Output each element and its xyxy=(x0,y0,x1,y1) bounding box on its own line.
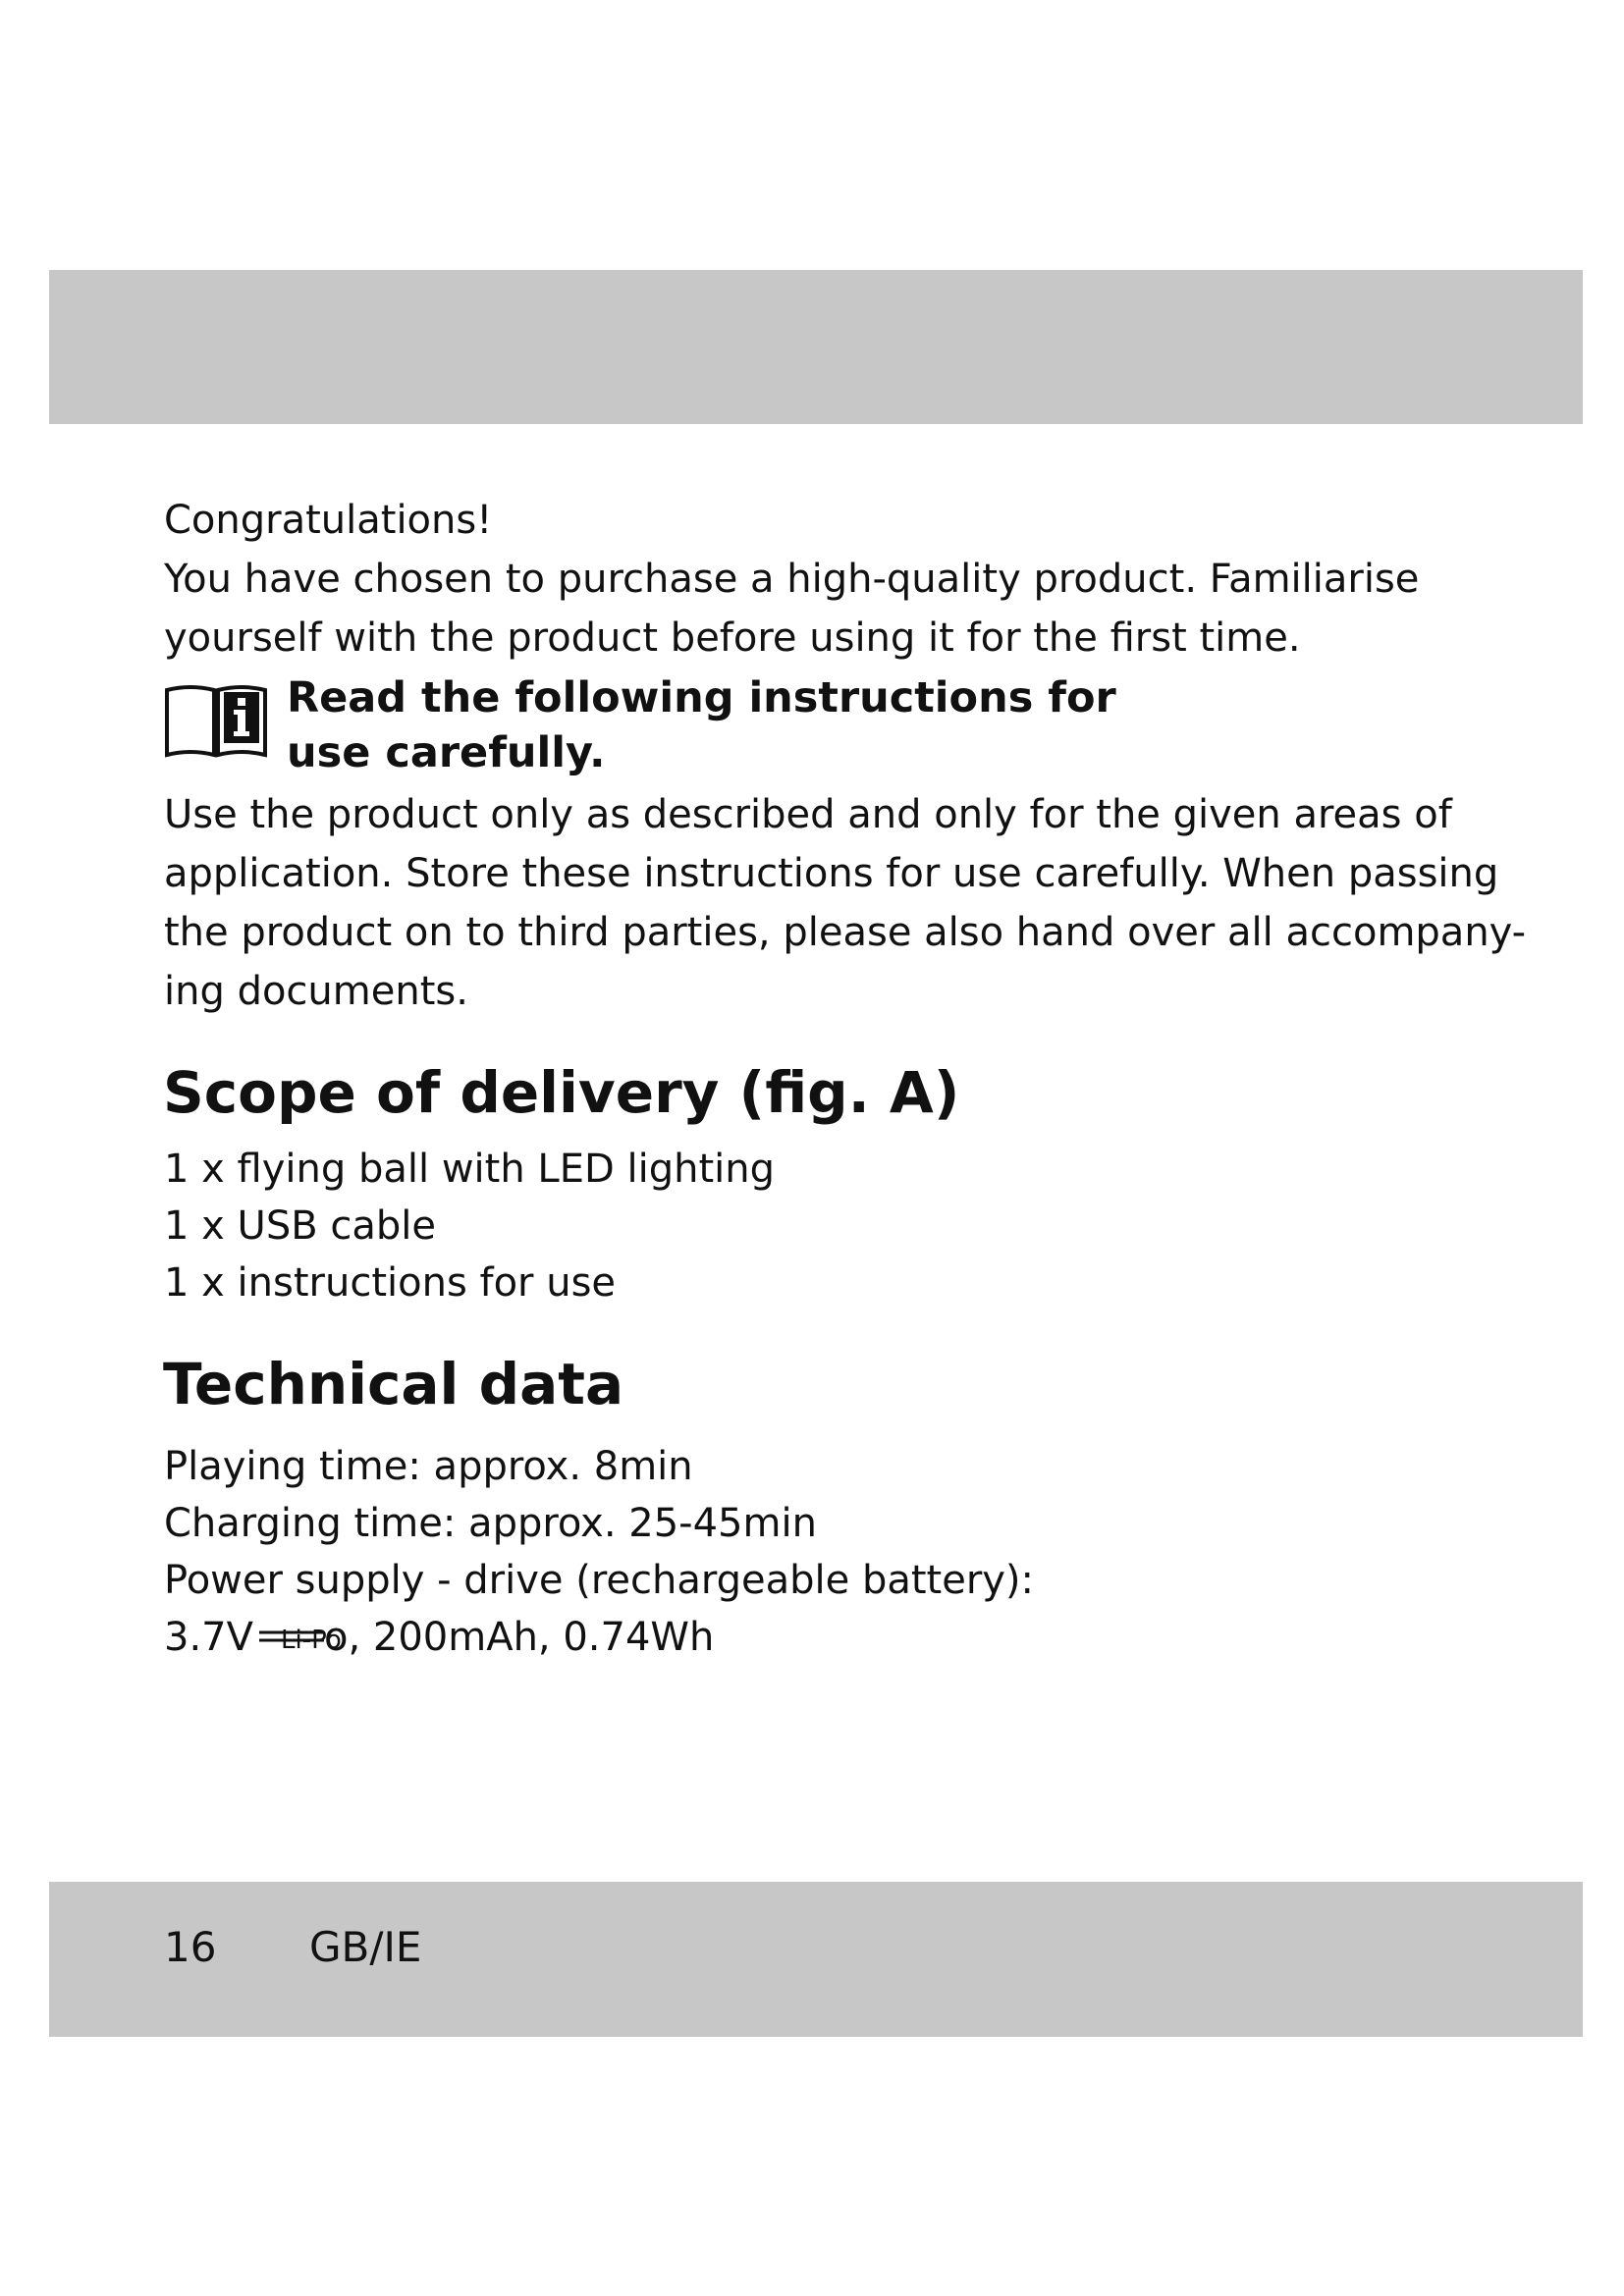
usage-line: application. Store these instructions for use carefully. When passing xyxy=(164,851,1499,896)
scope-item: 1 x USB cable xyxy=(164,1203,436,1249)
page-footer xyxy=(164,1918,421,1977)
notice-text xyxy=(287,670,1116,780)
scope-item: 1 x instructions for use xyxy=(164,1260,617,1306)
page-number: 16 xyxy=(164,1923,217,1971)
charging-time: Charging time: approx. 25-45min xyxy=(164,1501,817,1546)
usage-line: the product on to third parties, please also hand over all accompany- xyxy=(164,910,1527,955)
dc-lipo-symbol-icon xyxy=(259,1619,342,1655)
battery-symbol-text: Li-Po xyxy=(280,1626,342,1655)
region-label: GB/IE xyxy=(309,1923,422,1971)
battery-rest: o, 200mAh, 0.74Wh xyxy=(323,1615,715,1660)
intro-line: You have chosen to purchase a high-quality product. Familiarise xyxy=(164,557,1420,602)
playing-time: Playing time: approx. 8min xyxy=(164,1444,693,1489)
intro-line: yourself with the product before using it for the first time. xyxy=(164,615,1301,661)
power-supply: Power supply - drive (rechargeable battery): xyxy=(164,1558,1035,1603)
intro-paragraph xyxy=(164,491,1480,667)
usage-line: Use the product only as described and only for the given areas of xyxy=(164,792,1452,837)
read-instructions-notice xyxy=(163,670,1439,778)
notice-line: use carefully. xyxy=(287,728,606,777)
battery-spec xyxy=(164,1609,1480,1666)
scope-item: 1 x flying ball with LED lighting xyxy=(164,1147,775,1192)
scope-list xyxy=(164,1141,1480,1311)
info-book-icon xyxy=(163,682,269,763)
scope-heading: Scope of delivery (fig. A) xyxy=(163,1059,960,1126)
battery-voltage: 3.7V xyxy=(164,1615,253,1660)
usage-paragraph xyxy=(164,785,1527,1021)
intro-greeting: Congratulations! xyxy=(164,498,493,543)
usage-line: ing documents. xyxy=(164,969,468,1014)
notice-line: Read the following instructions for xyxy=(287,673,1116,722)
header-band xyxy=(49,270,1583,424)
technical-list xyxy=(164,1438,1480,1666)
technical-heading: Technical data xyxy=(163,1351,624,1417)
